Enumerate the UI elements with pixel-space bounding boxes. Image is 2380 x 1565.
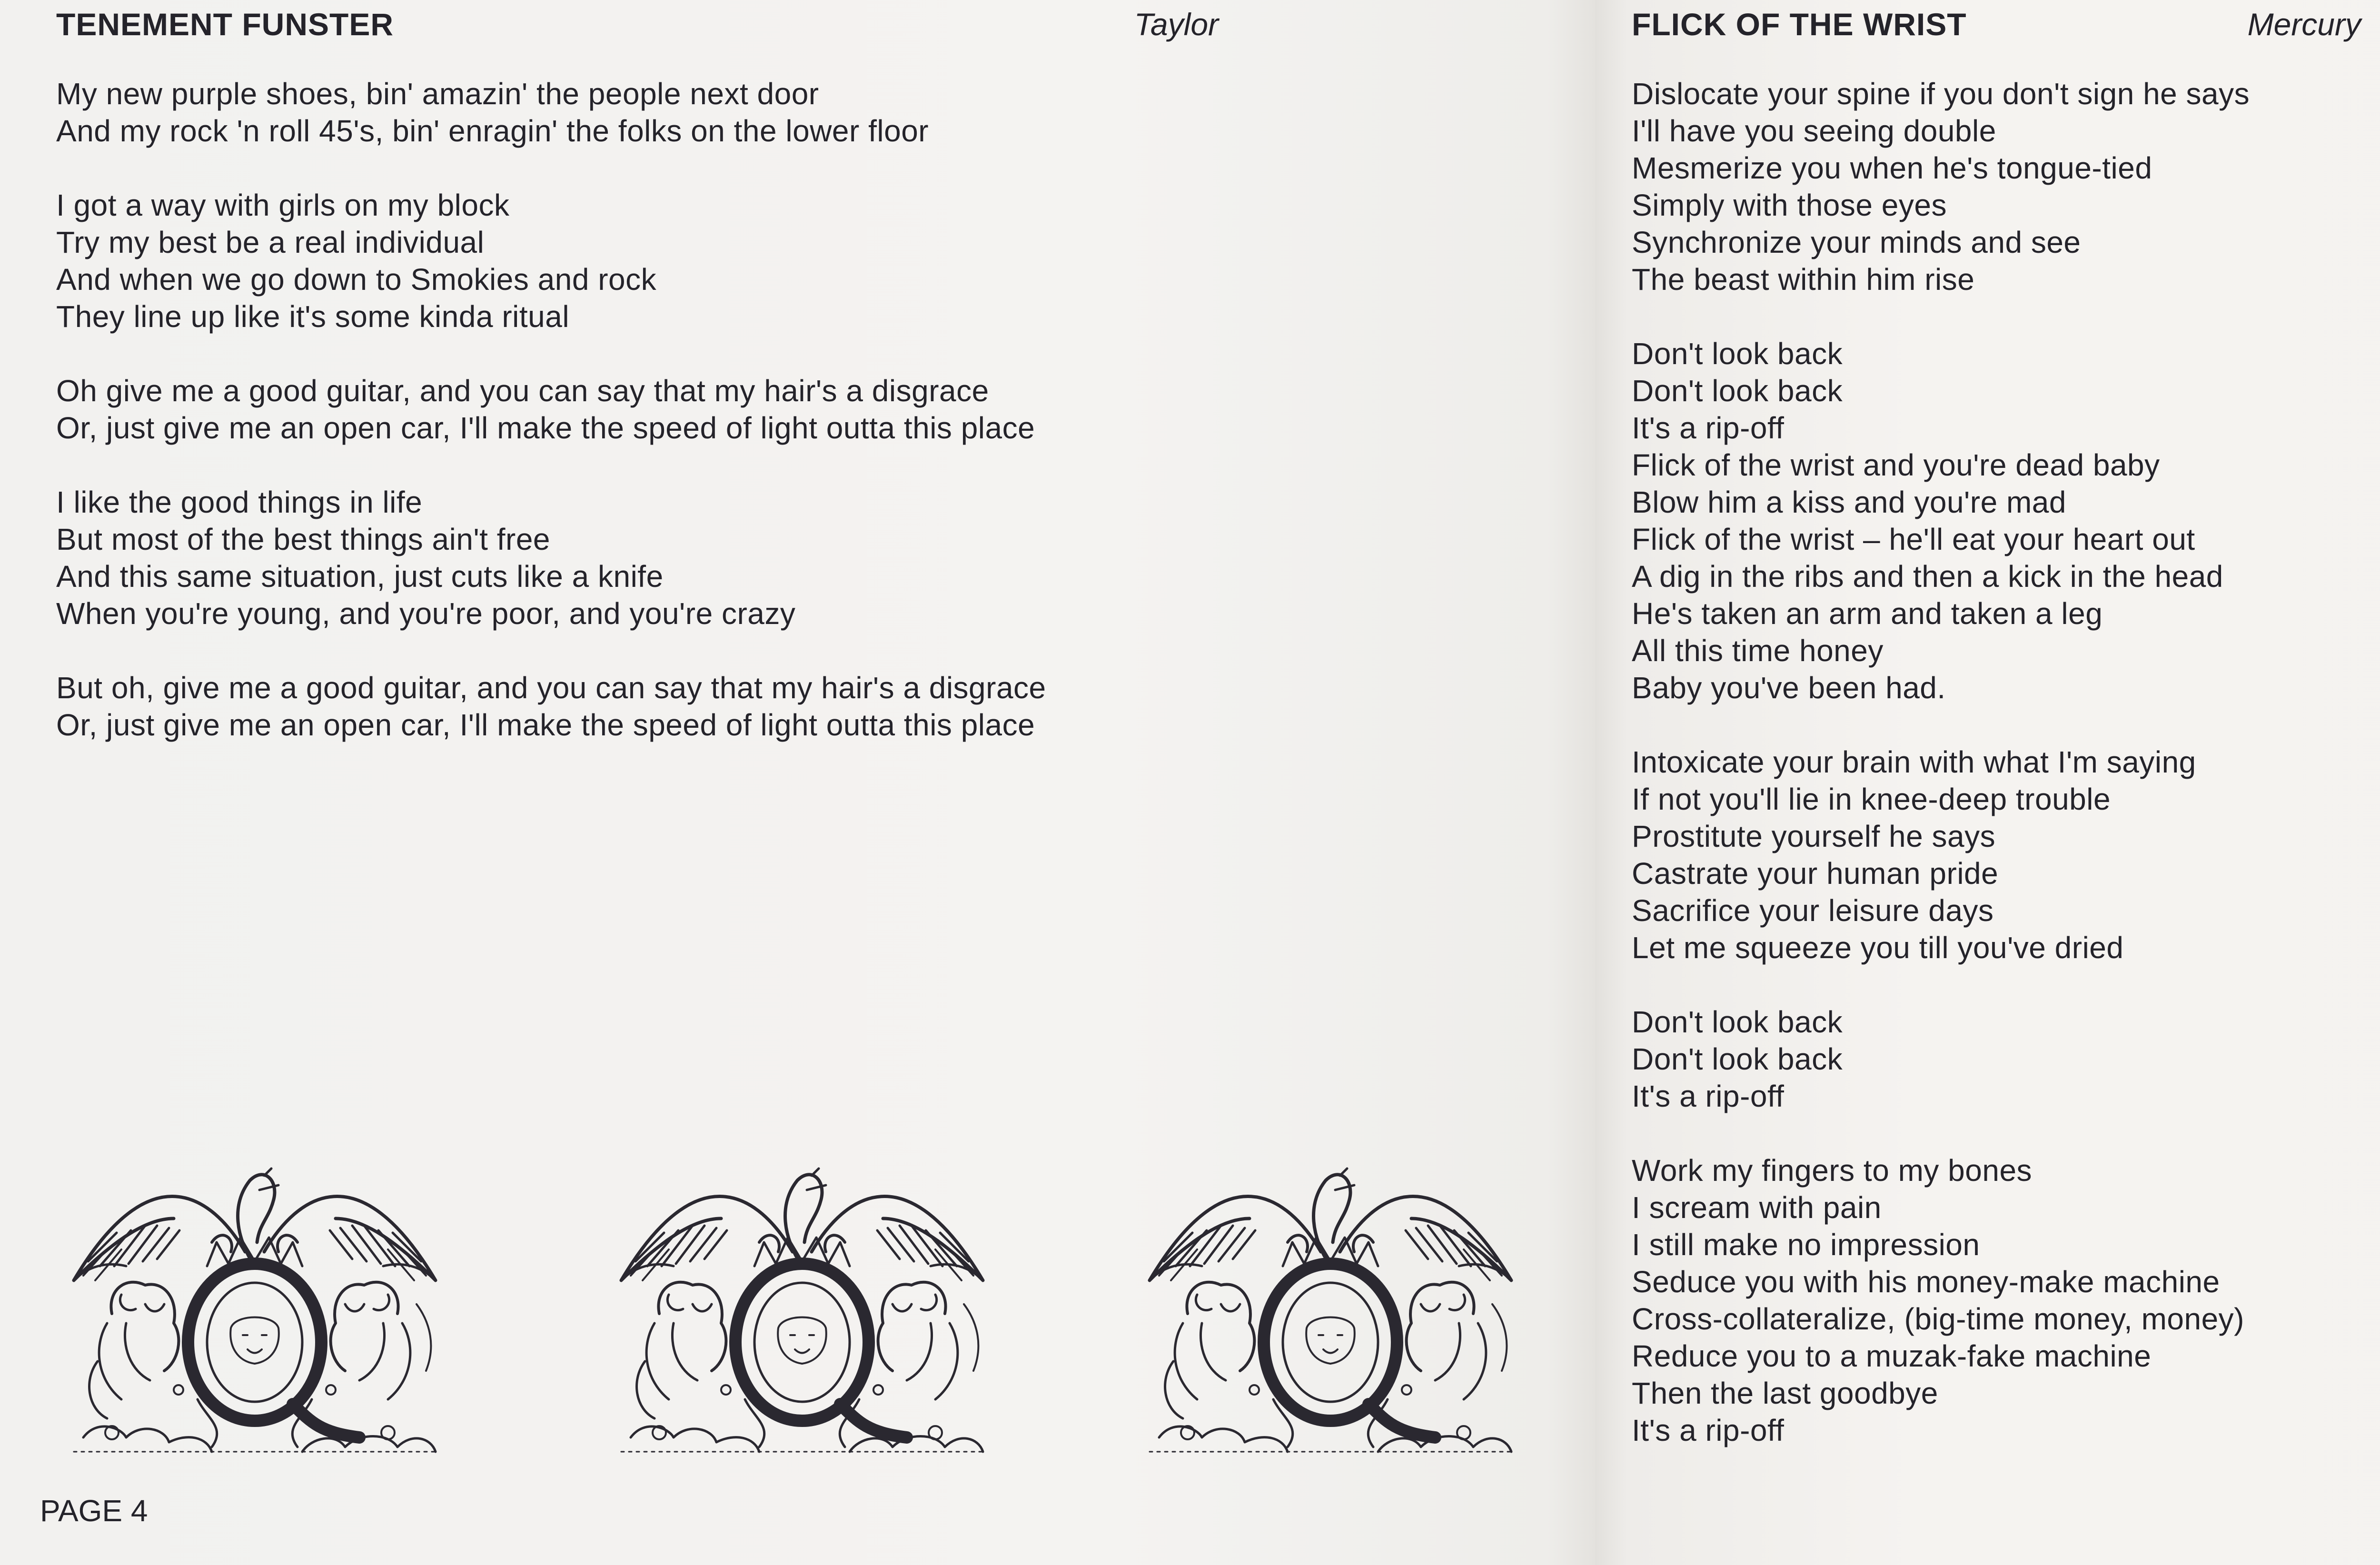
stanza bbox=[1632, 1003, 2361, 1115]
queen-crest-icon bbox=[602, 1123, 1002, 1466]
lyric-line: Reduce you to a muzak-fake machine bbox=[1632, 1339, 2152, 1373]
lyric-line: If not you'll lie in knee-deep trouble bbox=[1632, 782, 2111, 816]
lyric-line: Baby you've been had. bbox=[1632, 671, 1946, 705]
lyric-line: I'll have you seeing double bbox=[1632, 114, 1996, 148]
lyric-line: Sacrifice your leisure days bbox=[1632, 893, 1994, 928]
lyric-line: Blow him a kiss and you're mad bbox=[1632, 485, 2066, 519]
lyric-line: Flick of the wrist – he'll eat your heart out bbox=[1632, 522, 2195, 556]
lyric-line: Don't look back bbox=[1632, 374, 1843, 408]
queen-crest-icon bbox=[1130, 1123, 1530, 1466]
lyric-line: Dislocate your spine if you don't sign he says bbox=[1632, 77, 2250, 111]
song-header bbox=[56, 3, 1219, 46]
lyric-line: But most of the best things ain't free bbox=[56, 522, 550, 556]
lyric-line: He's taken an arm and taken a leg bbox=[1632, 596, 2103, 631]
stanza bbox=[56, 372, 1219, 446]
stanza bbox=[56, 669, 1219, 743]
song-title: TENEMENT FUNSTER bbox=[56, 7, 394, 42]
stanza bbox=[1632, 335, 2361, 706]
lyric-line: Seduce you with his money-make machine bbox=[1632, 1265, 2220, 1299]
lyric-line: When you're young, and you're poor, and you're crazy bbox=[56, 596, 796, 631]
lyric-line: Oh give me a good guitar, and you can say that my hair's a disgrace bbox=[56, 374, 989, 408]
lyric-line: It's a rip-off bbox=[1632, 1079, 1785, 1113]
page-number: PAGE 4 bbox=[40, 1494, 148, 1528]
lyric-line: Don't look back bbox=[1632, 1005, 1843, 1039]
stanza bbox=[56, 75, 1219, 149]
lyric-line: Simply with those eyes bbox=[1632, 188, 1947, 222]
lyric-line: Let me squeeze you till you've dried bbox=[1632, 931, 2124, 965]
lyric-line: Then the last goodbye bbox=[1632, 1376, 1938, 1410]
stanza bbox=[56, 484, 1219, 632]
stanza bbox=[56, 187, 1219, 335]
lyric-line: Castrate your human pride bbox=[1632, 856, 1999, 891]
song-flick-of-the-wrist bbox=[1632, 3, 2361, 1486]
lyric-line: I scream with pain bbox=[1632, 1190, 1882, 1225]
stanza bbox=[1632, 1152, 2361, 1449]
lyric-line: And this same situation, just cuts like a knife bbox=[56, 559, 664, 594]
lyric-line: Intoxicate your brain with what I'm saying bbox=[1632, 745, 2196, 779]
lyric-line: But oh, give me a good guitar, and you can say that my hair's a disgrace bbox=[56, 671, 1046, 705]
queen-crest-icon bbox=[55, 1123, 455, 1466]
lyric-line: I still make no impression bbox=[1632, 1228, 1980, 1262]
lyric-line: Flick of the wrist and you're dead baby bbox=[1632, 448, 2160, 482]
lyric-line: Try my best be a real individual bbox=[56, 225, 485, 259]
lyric-line: My new purple shoes, bin' amazin' the people next door bbox=[56, 77, 819, 111]
lyric-line: It's a rip-off bbox=[1632, 411, 1785, 445]
song-header bbox=[1632, 3, 2361, 46]
song-tenement-funster bbox=[56, 3, 1219, 781]
stanza bbox=[1632, 743, 2361, 966]
lyric-line: It's a rip-off bbox=[1632, 1413, 1785, 1447]
lyric-line: Work my fingers to my bones bbox=[1632, 1153, 2033, 1188]
lyric-line: A dig in the ribs and then a kick in the head bbox=[1632, 559, 2223, 594]
stanza bbox=[1632, 75, 2361, 298]
lyric-line: The beast within him rise bbox=[1632, 262, 1975, 297]
lyric-line: All this time honey bbox=[1632, 634, 1884, 668]
page-right bbox=[1595, 0, 2380, 1565]
lyric-line: Don't look back bbox=[1632, 1042, 1843, 1076]
lyric-line: Mesmerize you when he's tongue-tied bbox=[1632, 151, 2152, 185]
lyric-line: Don't look back bbox=[1632, 337, 1843, 371]
lyric-line: And when we go down to Smokies and rock bbox=[56, 262, 657, 297]
lyric-line: Synchronize your minds and see bbox=[1632, 225, 2081, 259]
lyric-line: They line up like it's some kinda ritual bbox=[56, 299, 570, 334]
lyric-line: And my rock 'n roll 45's, bin' enragin' the folks on the lower floor bbox=[56, 114, 929, 148]
lyric-line: Prostitute yourself he says bbox=[1632, 819, 1996, 853]
lyric-line: Or, just give me an open car, I'll make the speed of light outta this place bbox=[56, 708, 1035, 742]
lyric-line: Or, just give me an open car, I'll make the speed of light outta this place bbox=[56, 411, 1035, 445]
lyric-line: I like the good things in life bbox=[56, 485, 423, 519]
song-title: FLICK OF THE WRIST bbox=[1632, 7, 1967, 42]
lyric-line: I got a way with girls on my block bbox=[56, 188, 510, 222]
lyric-line: Cross-collateralize, (big-time money, money) bbox=[1632, 1302, 2244, 1336]
song-author: Mercury bbox=[2247, 7, 2361, 42]
song-author: Taylor bbox=[1134, 7, 1219, 42]
